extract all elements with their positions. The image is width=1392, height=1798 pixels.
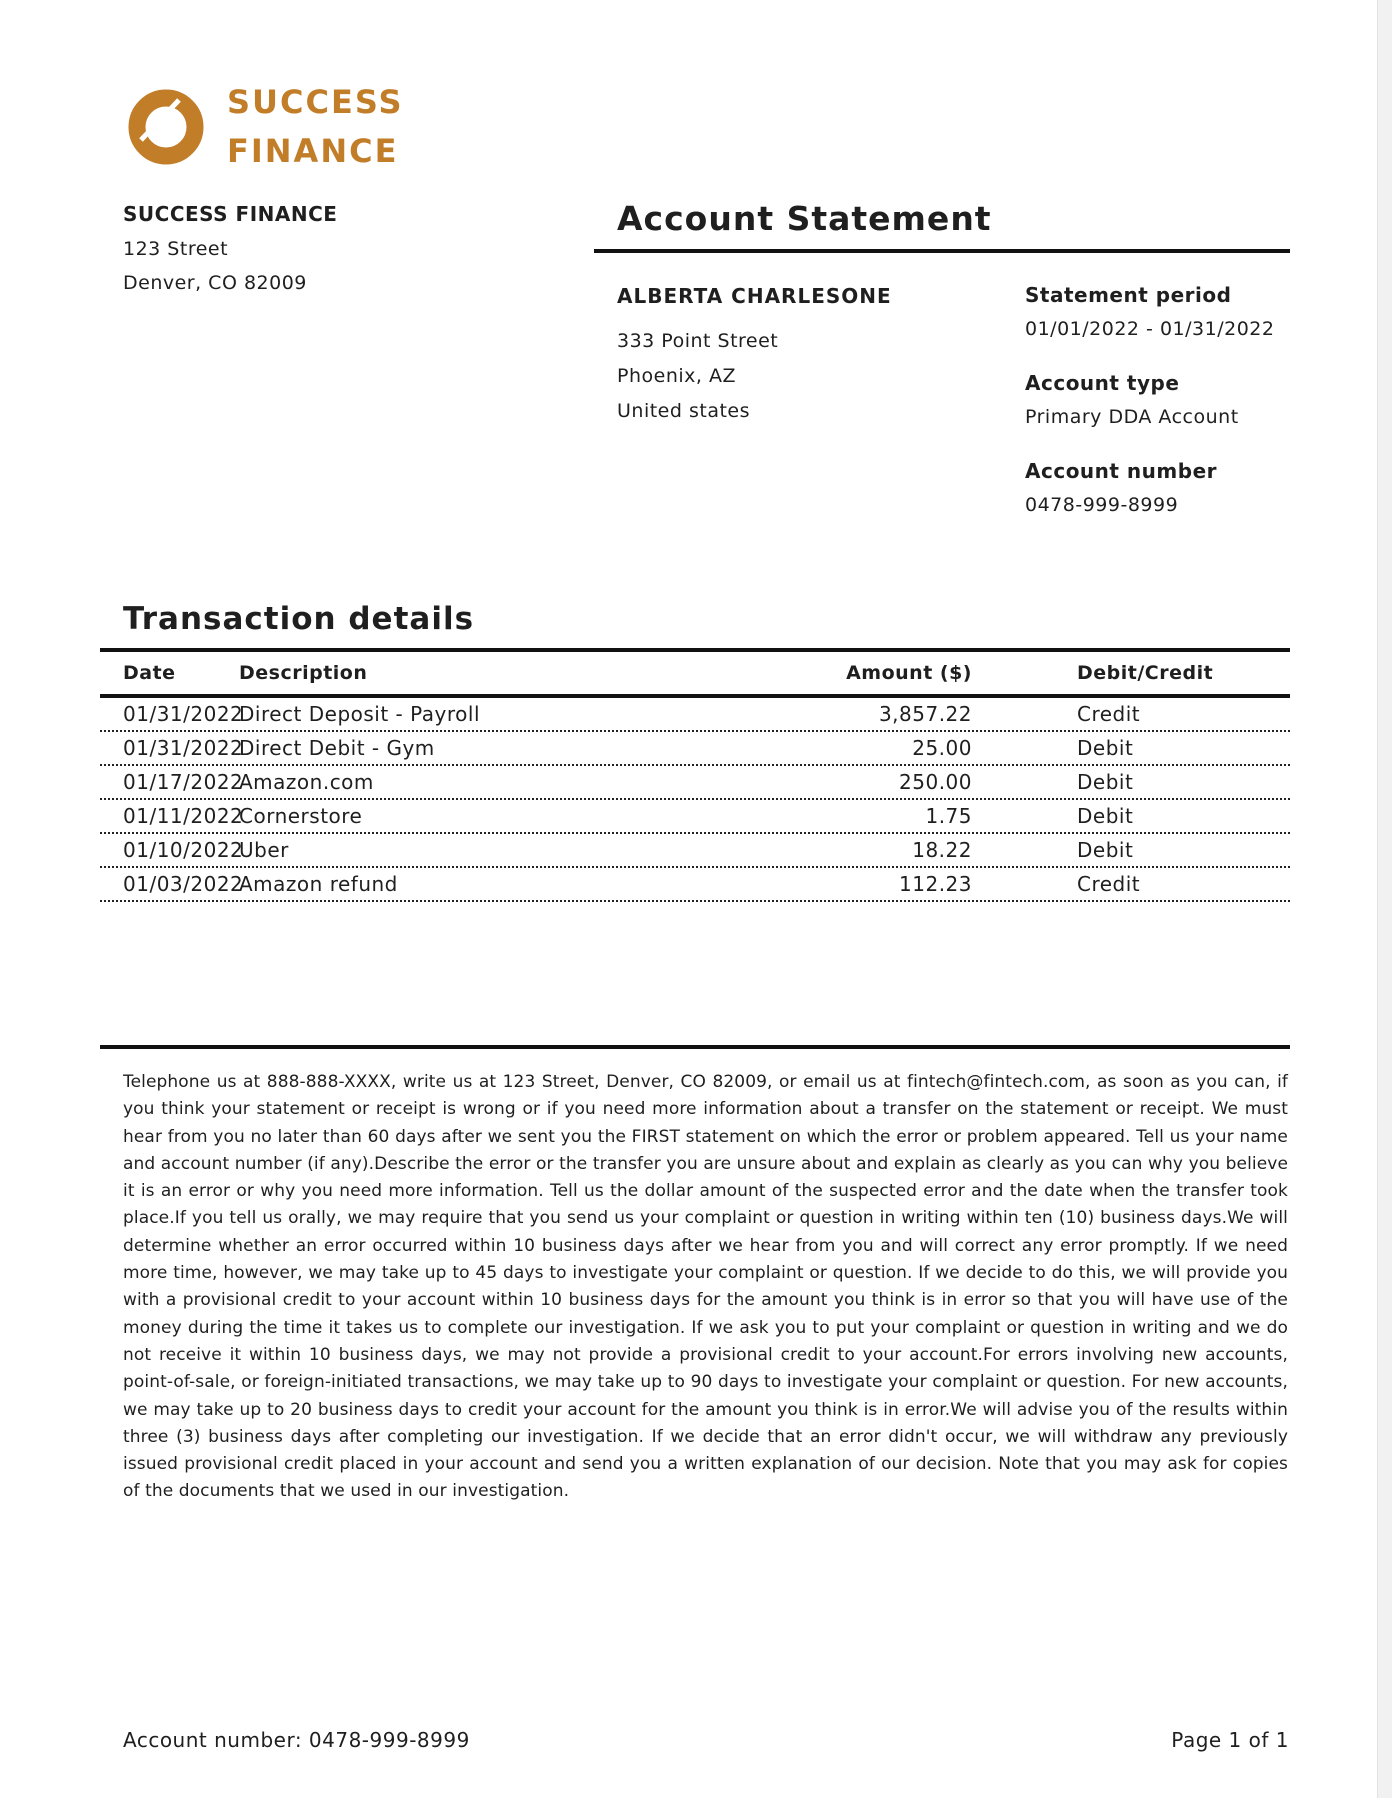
transaction-table-header xyxy=(100,652,1290,698)
cell-date: 01/10/2022 xyxy=(123,838,244,862)
page-edge xyxy=(1377,0,1392,1798)
brand-logo xyxy=(127,82,404,172)
cell-description: Amazon refund xyxy=(239,872,398,896)
cell-description: Cornerstore xyxy=(239,804,363,828)
statement-title: Account Statement xyxy=(617,199,992,238)
account-number-value: 0478-999-8999 xyxy=(1025,494,1179,516)
company-block xyxy=(123,196,563,300)
customer-address-line-1: 333 Point Street xyxy=(617,330,779,352)
table-row xyxy=(100,732,1290,766)
customer-name: ALBERTA CHARLESONE xyxy=(617,284,892,308)
account-number-label: Account number xyxy=(1025,459,1217,483)
cell-debit-credit: Credit xyxy=(1077,702,1141,726)
cell-date: 01/31/2022 xyxy=(123,702,244,726)
transaction-details-title: Transaction details xyxy=(123,601,475,637)
table-row xyxy=(100,698,1290,732)
cell-debit-credit: Credit xyxy=(1077,872,1141,896)
account-info-block xyxy=(1025,278,1295,542)
statement-period-value: 01/01/2022 - 01/31/2022 xyxy=(1025,318,1275,340)
table-row xyxy=(100,766,1290,800)
disclaimer-rule xyxy=(100,1045,1290,1049)
customer-address-line-2: Phoenix, AZ xyxy=(617,365,736,387)
ring-logo-icon xyxy=(127,88,205,166)
header-debit-credit: Debit/Credit xyxy=(1077,662,1214,684)
cell-debit-credit: Debit xyxy=(1077,736,1134,760)
account-type-label: Account type xyxy=(1025,371,1180,395)
transaction-table xyxy=(100,648,1290,902)
header-amount: Amount ($) xyxy=(846,662,972,684)
cell-date: 01/03/2022 xyxy=(123,872,244,896)
statement-title-rule xyxy=(594,249,1290,253)
footer-page-number: Page 1 of 1 xyxy=(1171,1728,1289,1752)
cell-debit-credit: Debit xyxy=(1077,838,1134,862)
customer-block xyxy=(617,278,997,429)
table-row xyxy=(100,868,1290,902)
disclaimer-text: Telephone us at 888-888-XXXX, write us at 123 Street, Denver, CO 82009, or email us at fintech@fintech.com, as soon as you can, if you think your statement or receipt is wrong or if you need more information about a transfer on the statement or receipt. We must hear from you no later than 60 days after we sent you the FIRST statement on which the error or problem appeared. Tell us your name and account number (if any).Describe the error or the transfer you are unsure about and explain as clearly as you can why you believe it is an error or why you need more information. Tell us the dollar amount of the suspected error and the date when the transfer took place.If you tell us orally, we may require that you send us your complaint or question in writing within ten (10) business days.We will determine whether an error occurred within 10 business days after we hear from you and will correct any error promptly. If we need more time, however, we may take up to 45 days to investigate your complaint or question. If we decide to do this, we will provide you with a provisional credit to your account within 10 business days for the amount you think is in error so that you will have use of the money during the time it takes us to complete our investigation. If we ask you to put your complaint or question in writing and we do not receive it within 10 business days, we may not provide a provisional credit to your account.For errors involving new accounts, point-of-sale, or foreign-initiated transactions, we may take up to 90 days to investigate your complaint or question. For new accounts, we may take up to 20 business days to credit your account for the amount you think is in error.We will advise you of the results within three (3) business days after completing our investigation. If we decide that an error didn't occur, we will withdraw any previously issued provisional credit placed in your account and send you a written explanation of our decision. Note that you may ask for copies of the documents that we used in our investigation. xyxy=(123,1072,1288,1502)
cell-description: Amazon.com xyxy=(239,770,374,794)
cell-description: Direct Debit - Gym xyxy=(239,736,435,760)
cell-debit-credit: Debit xyxy=(1077,770,1134,794)
customer-address-line-3: United states xyxy=(617,400,750,422)
cell-amount: 250.00 xyxy=(899,770,972,794)
cell-description: Direct Deposit - Payroll xyxy=(239,702,481,726)
cell-date: 01/11/2022 xyxy=(123,804,244,828)
company-name: SUCCESS FINANCE xyxy=(123,202,338,226)
cell-date: 01/17/2022 xyxy=(123,770,244,794)
cell-amount: 18.22 xyxy=(912,838,972,862)
logo-line-1: SUCCESS xyxy=(227,83,404,121)
logo-wordmark xyxy=(227,78,404,176)
header-description: Description xyxy=(239,662,368,684)
company-address-line-2: Denver, CO 82009 xyxy=(123,272,307,294)
company-address-line-1: 123 Street xyxy=(123,238,229,260)
cell-amount: 1.75 xyxy=(925,804,972,828)
header-date: Date xyxy=(123,662,176,684)
account-type-value: Primary DDA Account xyxy=(1025,406,1239,428)
cell-description: Uber xyxy=(239,838,289,862)
statement-period-label: Statement period xyxy=(1025,283,1232,307)
logo-line-2: FINANCE xyxy=(227,132,399,170)
cell-amount: 3,857.22 xyxy=(878,702,972,726)
table-row xyxy=(100,800,1290,834)
footer-account-number: Account number: 0478-999-8999 xyxy=(123,1728,470,1752)
table-row xyxy=(100,834,1290,868)
cell-date: 01/31/2022 xyxy=(123,736,244,760)
cell-debit-credit: Debit xyxy=(1077,804,1134,828)
cell-amount: 112.23 xyxy=(899,872,972,896)
cell-amount: 25.00 xyxy=(912,736,972,760)
